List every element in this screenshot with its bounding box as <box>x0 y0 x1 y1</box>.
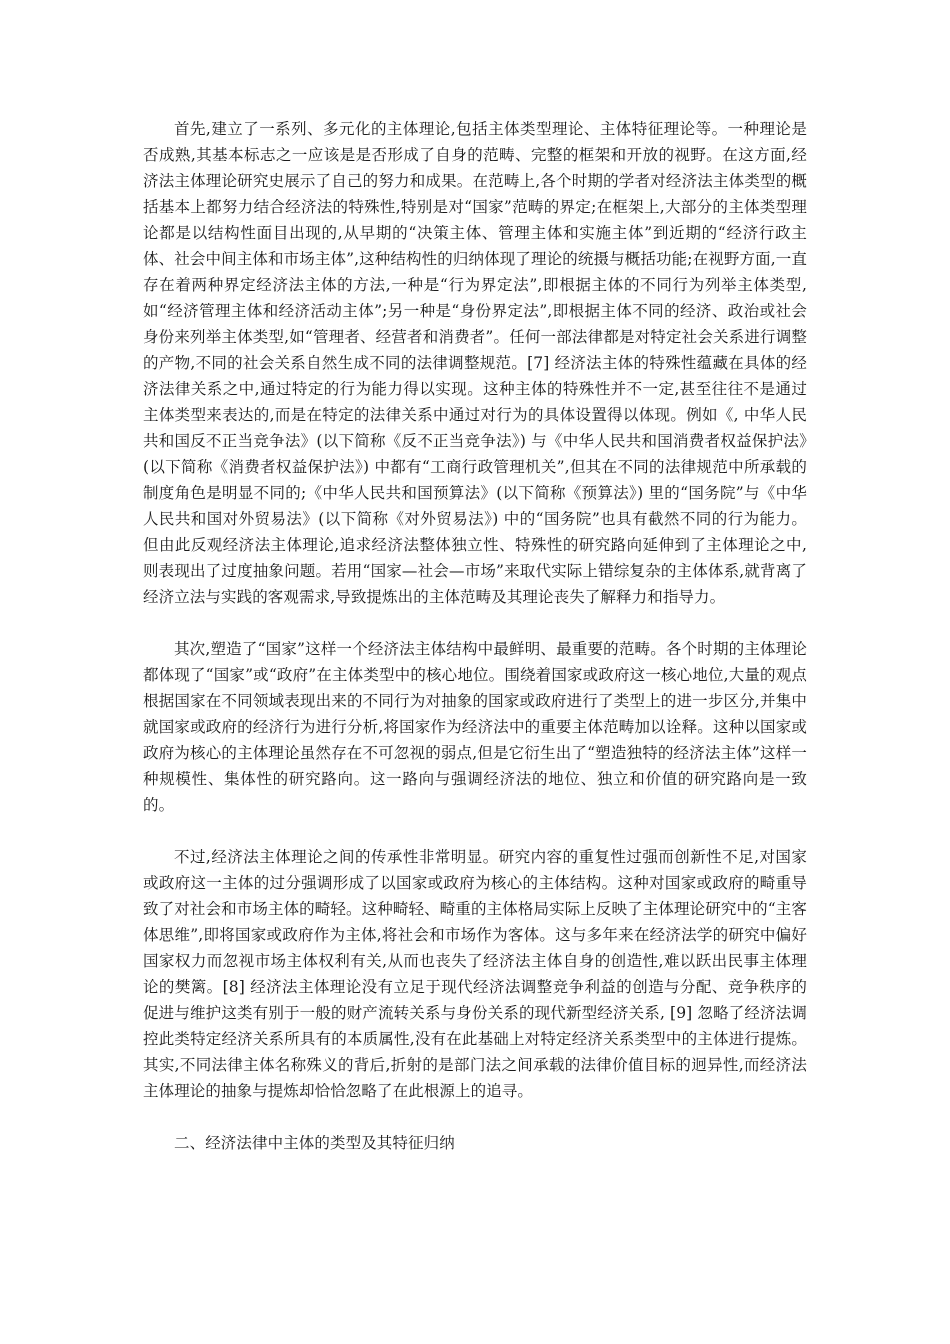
paragraph-third: 不过,经济法主体理论之间的传承性非常明显。研究内容的重复性过强而创新性不足,对国家或政府这一主体的过分强调形成了以国家或政府为核心的主体结构。这种对国家或政府的畸重导致了对社会和市场主体的畸轻。这种畸轻、畸重的主体格局实际上反映了主体理论研究中的“主客体思维”,即将国家或政府作为主体,将社会和市场作为客体。这与多年来在经济法学的研究中偏好国家权力而忽视市场主体权利有关,从而也丧失了经济法主体自身的创造性,难以跃出民事主体理论的樊篱。[8] 经济法主体理论没有立足于现代经济法调整竞争利益的创造与分配、竞争秩序的促进与维护这类有别于一般的财产流转关系与身份关系的现代新型经济关系, [9] 忽略了经济法调控此类特定经济关系所具有的本质属性,没有在此基础上对特定经济关系类型中的主体进行提炼。其实,不同法律主体名称殊义的背后,折射的是部门法之间承载的法律价值目标的迥异性,而经济法主体理论的抽象与提炼却恰恰忽略了在此根源上的追寻。 <box>143 848 807 1100</box>
section-heading: 二、经济法律中主体的类型及其特征归纳 <box>174 1134 455 1152</box>
paragraph-second: 其次,塑造了“国家”这样一个经济法主体结构中最鲜明、最重要的范畴。各个时期的主体理论都体现了“国家”或“政府”在主体类型中的核心地位。围绕着国家或政府这一核心地位,大量的观点根据国家在不同领域表现出来的不同行为对抽象的国家或政府进行了类型上的进一步区分,并集中就国家或政府的经济行为进行分析,将国家作为经济法中的重要主体范畴加以诠释。这种以国家或政府为核心的主体理论虽然存在不可忽视的弱点,但是它衍生出了“塑造独特的经济法主体”这样一种规模性、集体性的研究路向。这一路向与强调经济法的地位、独立和价值的研究路向是一致的。 <box>143 640 807 814</box>
document-body <box>143 116 807 1156</box>
paragraph-first: 首先,建立了一系列、多元化的主体理论,包括主体类型理论、主体特征理论等。一种理论是否成熟,其基本标志之一应该是是否形成了自身的范畴、完整的框架和开放的视野。在这方面,经济法主体理论研究史展示了自己的努力和成果。在范畴上,各个时期的学者对经济法主体类型的概括基本上都努力结合经济法的特殊性,特别是对“国家”范畴的界定;在框架上,大部分的主体类型理论都是以结构性面目出现的,从早期的“决策主体、管理主体和实施主体”到近期的“经济行政主体、社会中间主体和市场主体”,这种结构性的归纳体现了理论的统摄与概括功能;在视野方面,一直存在着两种界定经济法主体的方法,一种是“行为界定法”,即根据主体的不同行为列举主体类型,如“经济管理主体和经济活动主体”;另一种是“身份界定法”,即根据主体不同的经济、政治或社会身份来列举主体类型,如“管理者、经营者和消费者”。任何一部法律都是对特定社会关系进行调整的产物,不同的社会关系自然生成不同的法律调整规范。[7] 经济法主体的特殊性蕴藏在具体的经济法律关系之中,通过特定的行为能力得以实现。这种主体的特殊性并不一定,甚至往往不是通过主体类型来表达的,而是在特定的法律关系中通过对行为的具体设置得以体现。例如《, 中华人民共和国反不正当竞争法》(以下简称《反不正当竞争法》) 与《中华人民共和国消费者权益保护法》(以下简称《消费者权益保护法》) 中都有“工商行政管理机关”,但其在不同的法律规范中所承载的制度角色是明显不同的;《中华人民共和国预算法》(以下简称《预算法》) 里的“国务院”与《中华人民共和国对外贸易法》(以下简称《对外贸易法》) 中的“国务院”也具有截然不同的行为能力。但由此反观经济法主体理论,追求经济法整体独立性、特殊性的研究路向延伸到了主体理论之中,则表现出了过度抽象问题。若用“国家—社会—市场”来取代实际上错综复杂的主体体系,就背离了经济立法与实践的客观需求,导致提炼出的主体范畴及其理论丧失了解释力和指导力。 <box>143 120 807 606</box>
